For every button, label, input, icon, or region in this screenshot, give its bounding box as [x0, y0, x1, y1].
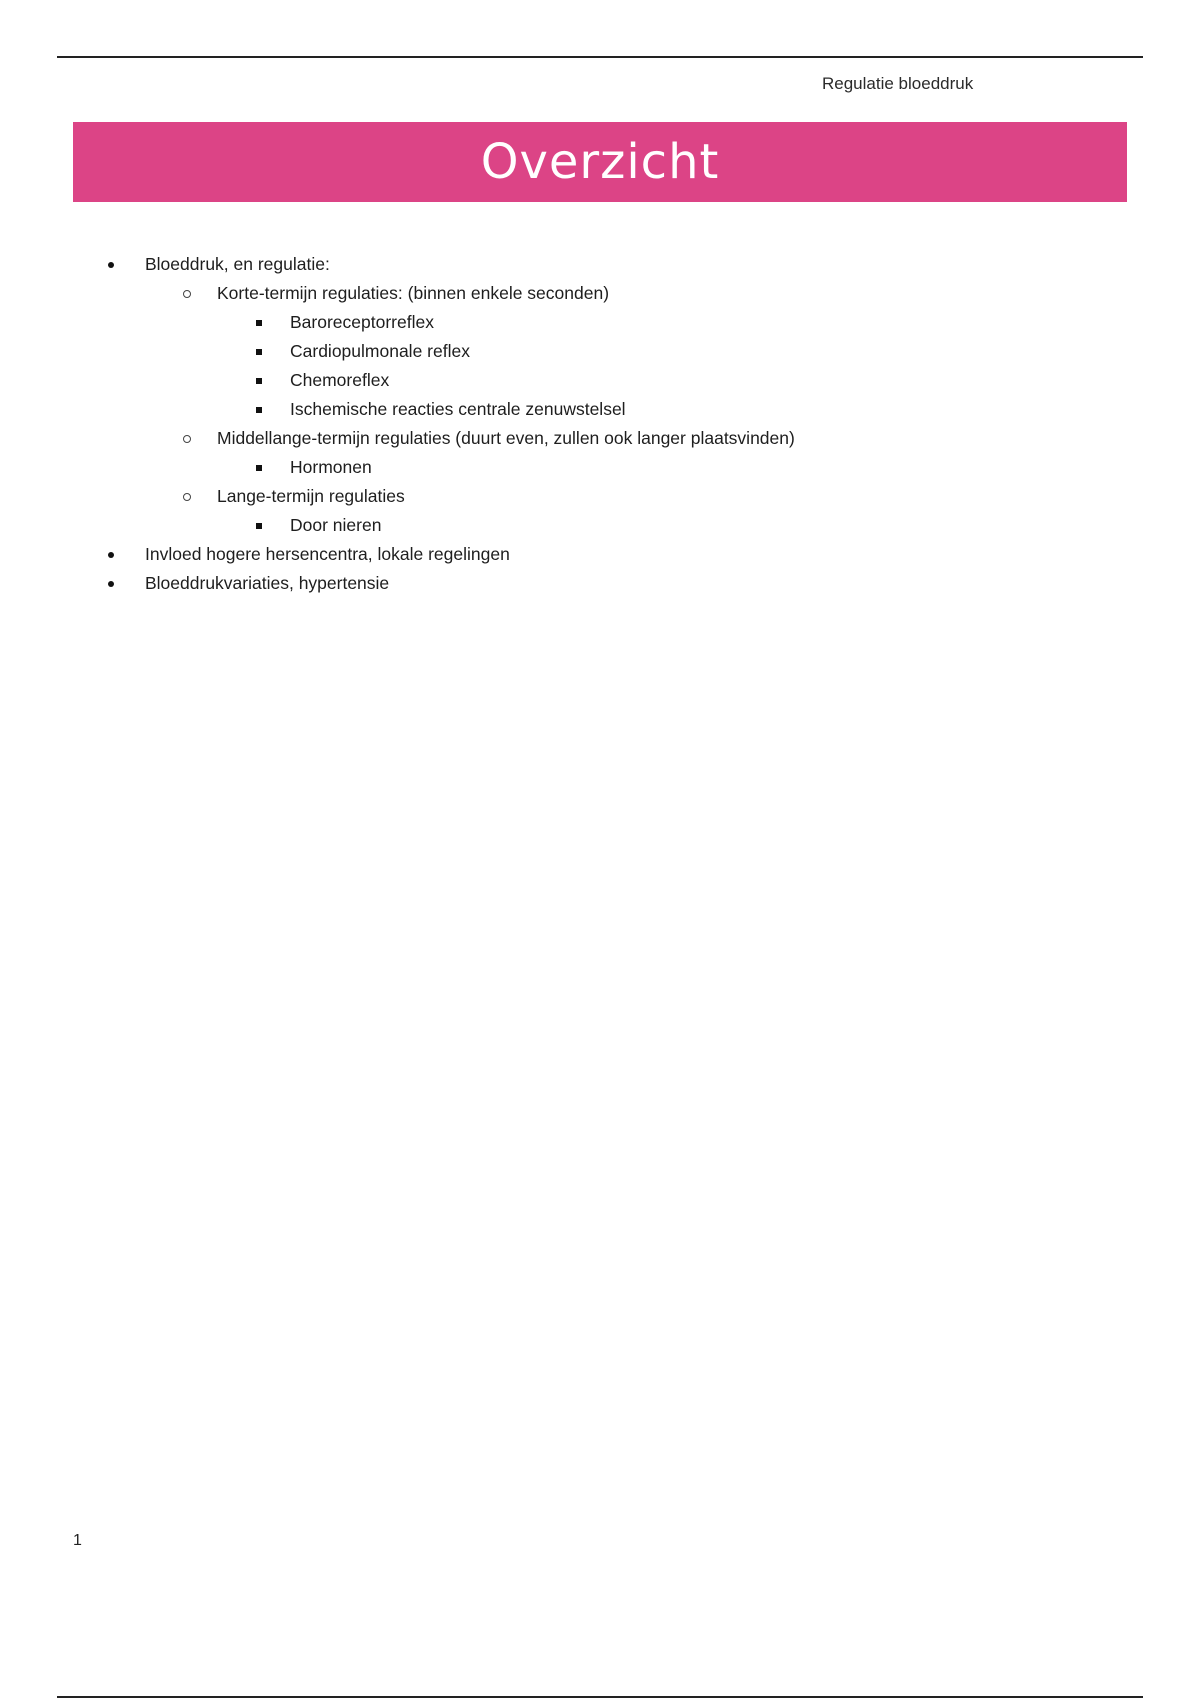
bullet-ring-icon: [183, 424, 191, 453]
page-number: 1: [73, 1532, 82, 1549]
outline-item: [0, 250, 1200, 279]
bullet-disc-icon: [108, 250, 114, 279]
bullet-square-icon: [256, 308, 262, 337]
outline-item-text: Ischemische reacties centrale zenuwstelsel: [290, 399, 626, 419]
outline-item: [0, 511, 1200, 540]
outline-item: [0, 395, 1200, 424]
outline-item-text: Middellange-termijn regulaties (duurt even, zullen ook langer plaatsvinden): [217, 428, 795, 448]
page-title: Overzicht: [480, 134, 720, 190]
bullet-ring-icon: [183, 482, 191, 511]
outline-item: [0, 366, 1200, 395]
bullet-disc-icon: [108, 569, 114, 598]
outline-list: [0, 250, 1200, 598]
outline-item-text: Korte-termijn regulaties: (binnen enkele seconden): [217, 283, 610, 303]
bullet-square-icon: [256, 337, 262, 366]
bullet-square-icon: [256, 453, 262, 482]
outline-item: [0, 279, 1200, 308]
outline-item: [0, 337, 1200, 366]
outline-item: [0, 424, 1200, 453]
outline-item: [0, 540, 1200, 569]
bullet-disc-icon: [108, 540, 114, 569]
outline-item-text: Lange-termijn regulaties: [217, 486, 405, 506]
outline-item-text: Cardiopulmonale reflex: [290, 341, 470, 361]
outline-item-text: Bloeddruk, en regulatie:: [145, 254, 330, 274]
outline-item-text: Invloed hogere hersencentra, lokale regelingen: [145, 544, 510, 564]
outline-item-text: Door nieren: [290, 515, 382, 535]
outline-item: [0, 482, 1200, 511]
footer-divider: [57, 1696, 1143, 1698]
bullet-square-icon: [256, 395, 262, 424]
bullet-square-icon: [256, 511, 262, 540]
outline-item-text: Hormonen: [290, 457, 372, 477]
outline-item-text: Chemoreflex: [290, 370, 390, 390]
outline-item-text: Bloeddrukvariaties, hypertensie: [145, 573, 390, 593]
outline-item: [0, 308, 1200, 337]
outline-item: [0, 569, 1200, 598]
outline-item-text: Baroreceptorreflex: [290, 312, 434, 332]
header-divider: [57, 56, 1143, 58]
outline-item: [0, 453, 1200, 482]
bullet-ring-icon: [183, 279, 191, 308]
bullet-square-icon: [256, 366, 262, 395]
running-header-title: Regulatie bloeddruk: [822, 74, 974, 93]
title-banner: [73, 122, 1127, 202]
